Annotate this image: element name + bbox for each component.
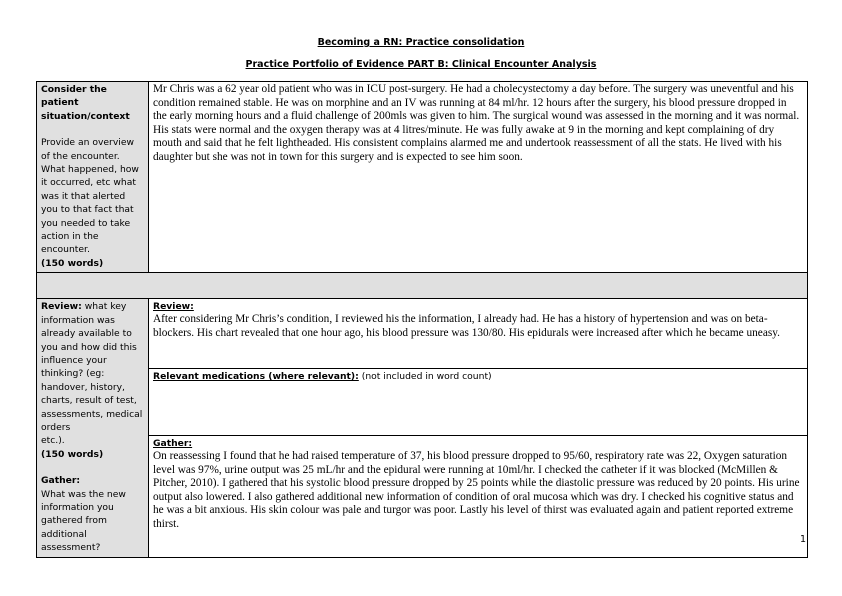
medications-header: Relevant medications (where relevant): (not included in word count) xyxy=(153,371,492,383)
medications-row xyxy=(37,369,808,436)
patient-situation-prompt-cell xyxy=(37,82,149,273)
review-response-cell[interactable] xyxy=(149,299,808,369)
gather-label: Gather: xyxy=(153,438,193,450)
separator-cell xyxy=(37,273,808,299)
word-limit-label: (150 words) xyxy=(41,257,104,269)
document-title: Becoming a RN: Practice consolidation xyxy=(317,37,525,48)
page-number: 1 xyxy=(800,534,807,545)
review-label: Review: xyxy=(153,301,194,313)
patient-situation-row xyxy=(37,82,808,273)
review-word-limit: (150 words) xyxy=(41,448,104,460)
patient-situation-heading: Consider the patient situation/context xyxy=(41,84,130,122)
clinical-encounter-table xyxy=(36,81,808,558)
review-gather-prompt-cell xyxy=(37,299,149,557)
patient-situation-response-cell[interactable] xyxy=(149,82,808,273)
medications-cell[interactable] xyxy=(149,369,808,436)
document-subtitle: Practice Portfolio of Evidence PART B: Clinical Encounter Analysis xyxy=(245,59,597,70)
review-prompt-end: etc.). xyxy=(41,435,65,447)
gather-row xyxy=(37,436,808,557)
gather-response-cell[interactable] xyxy=(149,436,808,557)
review-prompt: Review: what key information was already available to you and how did this influence your thinking? (eg: handover, history, charts, result of test, assessments, medical orders xyxy=(41,301,143,433)
patient-situation-text: Mr Chris was a 62 year old patient who was in ICU post-surgery. He had a cholecystectomy a day before. The surgery was uneventful and his condition remained stable. He was on morphine and an IV was running at 84 ml/hr. 12 hours after the surgery, his blood pressure dropped in the early morning hours and a fluid challenge of 200mls was given to him. The surgical wound was assessed in the morning and it was normal. His stats were normal and the oxygen therapy was at 4 litres/minute. He was fully awake at 9 in the morning and kept complaining of dry mouth and said that he felt lightheaded. His consistent complains alarmed me and undertook reassessment of all the stats. He lived with his daughter but she was not in town for this surgery and is expected to see him soon. xyxy=(153,83,800,163)
separator-row xyxy=(37,273,808,299)
gather-heading: Gather: xyxy=(41,475,81,487)
patient-situation-prompt: Provide an overview of the encounter. What happened, how it occurred, etc what was it that alerted you to that fact that you needed to take action in the encounter. xyxy=(41,137,139,256)
review-row xyxy=(37,299,808,369)
review-text: After considering Mr Chris’s condition, I reviewed his the information, I already had. He has a history of hypertension and was on beta-blockers. His chart revealed that one hour ago, his blood pressure was 130/80. His epidurals were increased after which he became uneasy. xyxy=(153,313,780,339)
gather-prompt: What was the new information you gathered from additional assessment? xyxy=(41,488,126,554)
gather-text: On reassessing I found that he had raised temperature of 37, his blood pressure dropped to 95/60, respiratory rate was 22, Oxygen saturation level was 97%, urine output was 25 mL/hr and the epidural were running at 10ml/hr. I checked the catheter if it was blocked (McMillen & Pitcher, 2010). I gathered that his systolic blood pressure dropped by 25 points while the diastolic pressure was reduced by 20 points. His urine output also lowered. I also gathered additional new information of condition of oral mucosa which was dry. I checked his cognitive status and he was a bit anxious. His skin colour was pale and turgor was poor. Lastly his level of thirst was evaluated again and patient reported extreme thirst. xyxy=(153,450,800,530)
